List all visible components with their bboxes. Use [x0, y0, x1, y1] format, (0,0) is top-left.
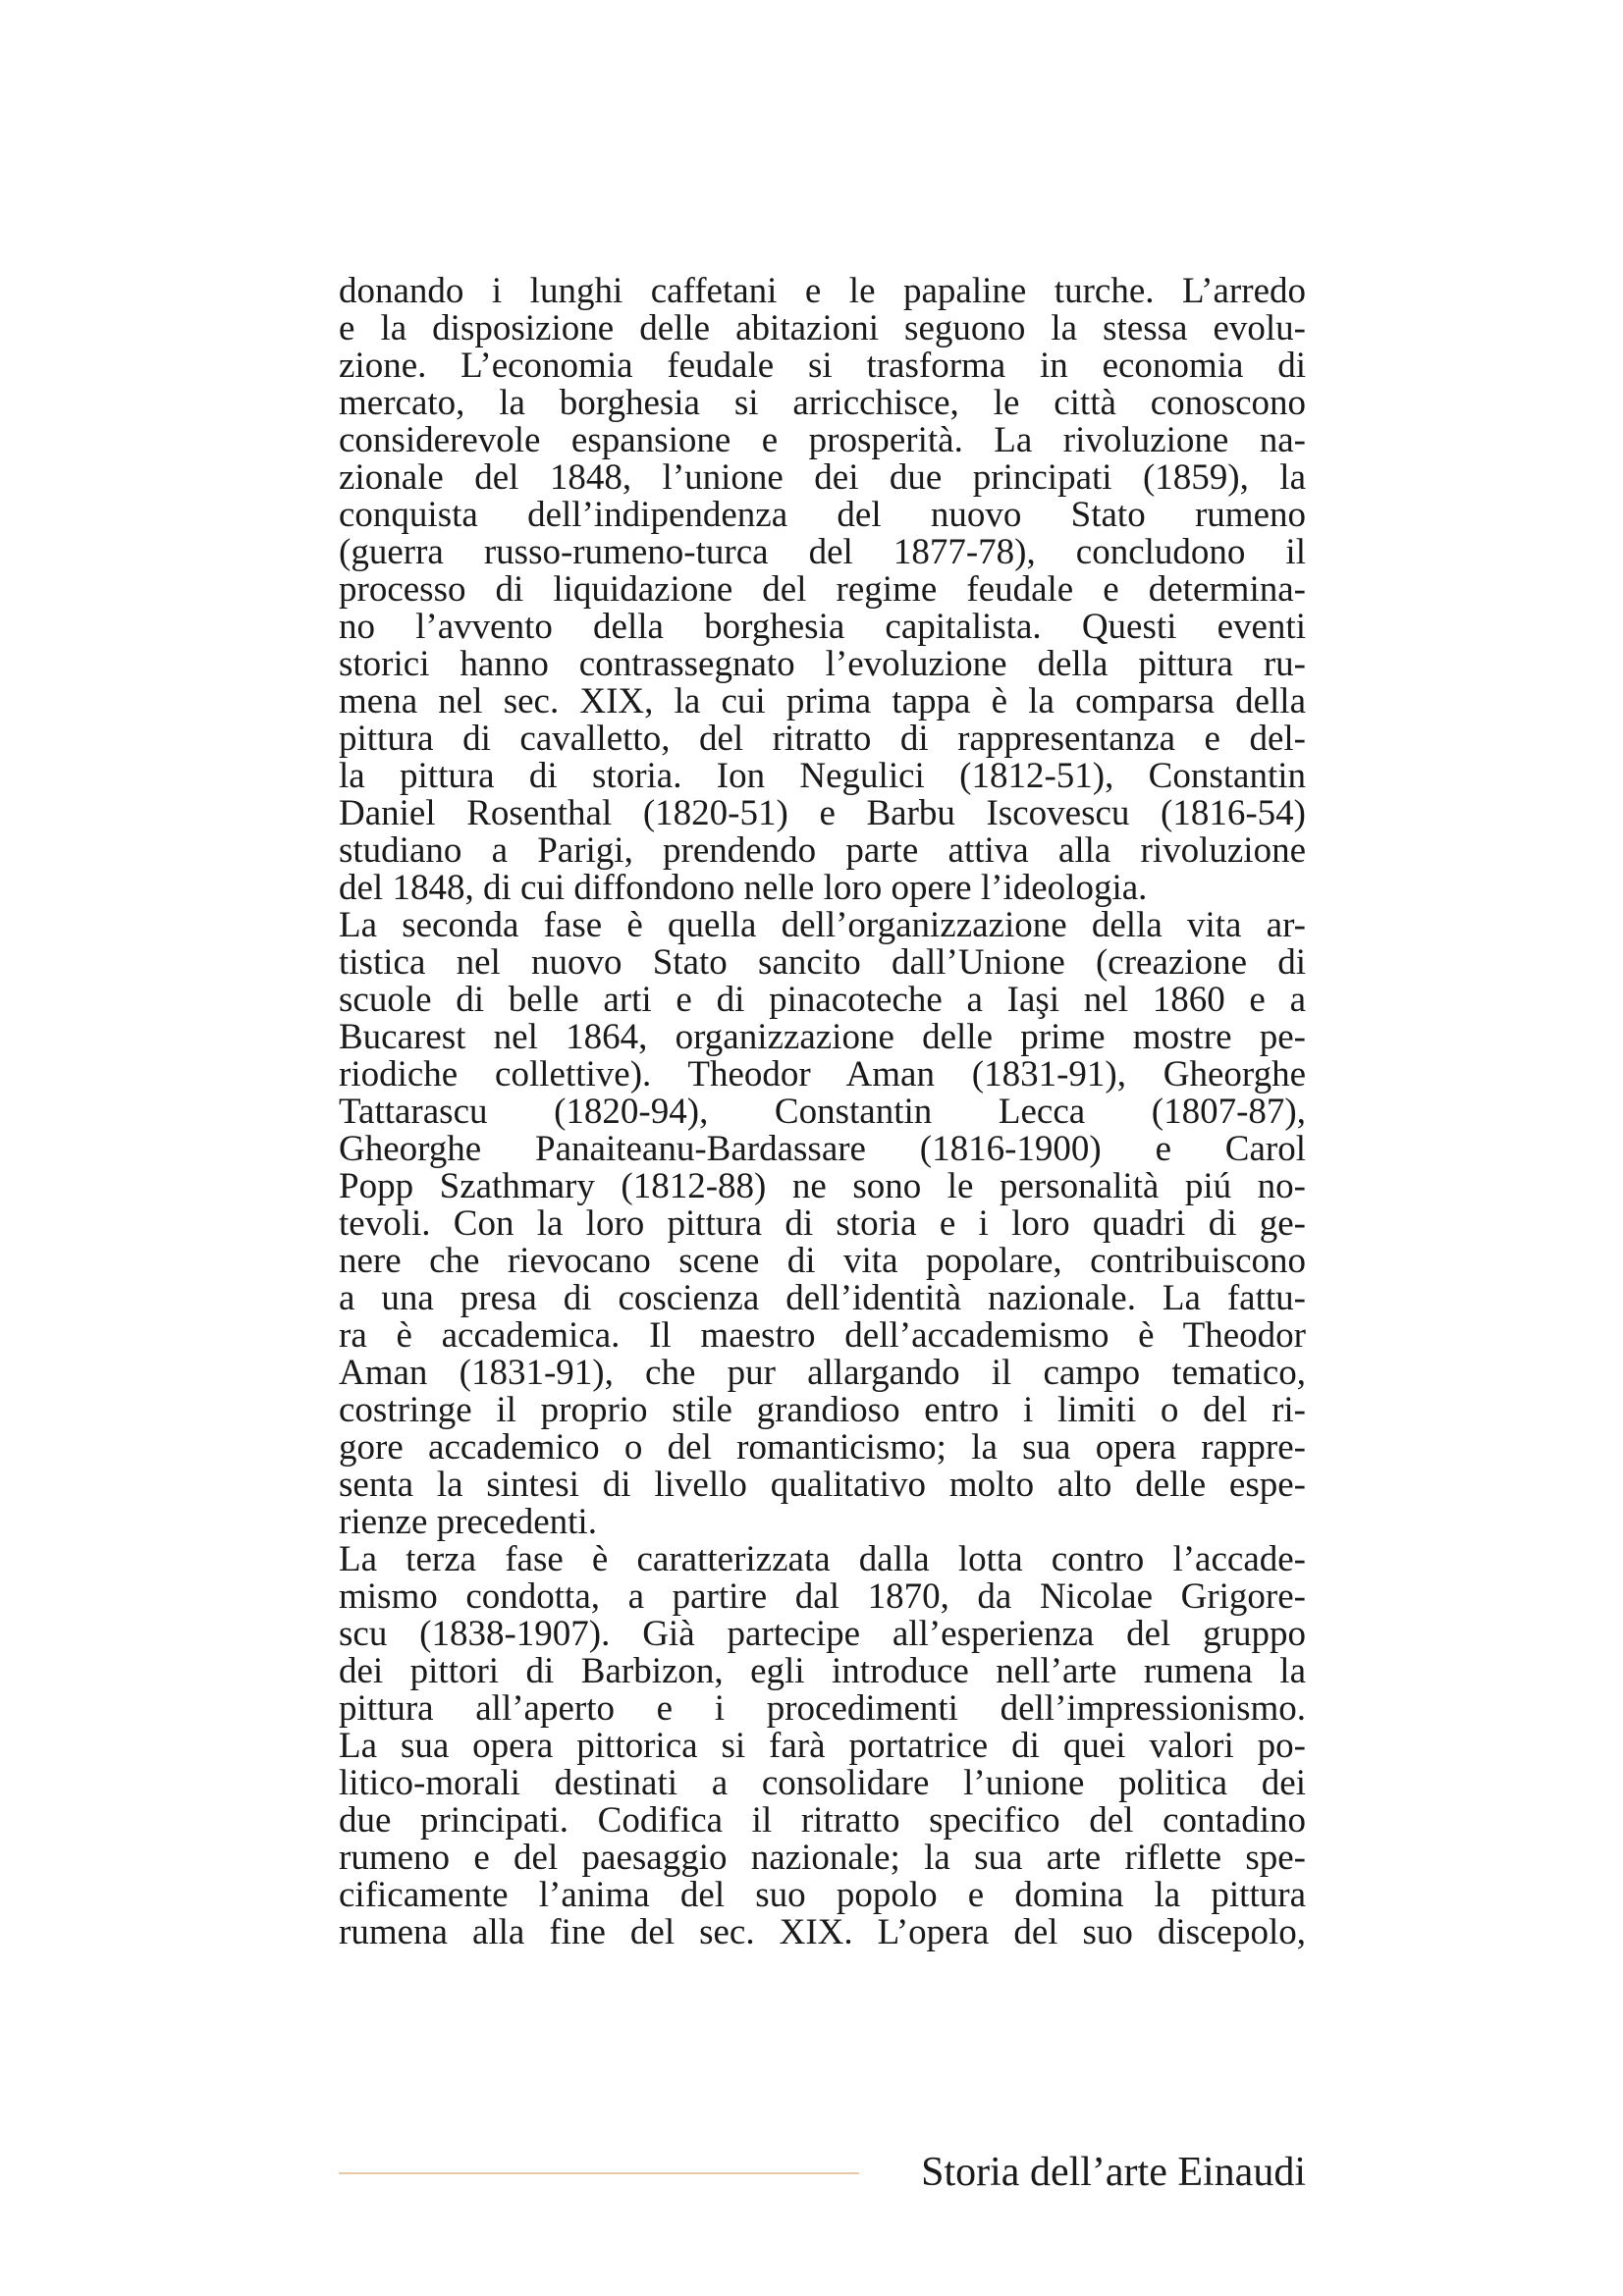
text-line: studiano a Parigi, prendendo parte attiva alla rivoluzione	[339, 832, 1306, 870]
text-line: costringe il proprio stile grandioso entro i limiti o del ri-	[339, 1392, 1306, 1429]
text-line: mena nel sec. XIX, la cui prima tappa è la comparsa della	[339, 683, 1306, 721]
page-footer	[339, 2148, 1306, 2197]
text-line: rumena alla fine del sec. XIX. L’opera del suo discepolo,	[339, 1914, 1306, 1951]
text-line: scu (1838-1907). Già partecipe all’esperienza del gruppo	[339, 1616, 1306, 1653]
text-line: ra è accademica. Il maestro dell’accademismo è Theodor	[339, 1317, 1306, 1355]
text-line: nere che rievocano scene di vita popolare, contribuiscono	[339, 1243, 1306, 1280]
text-line: a una presa di coscienza dell’identità nazionale. La fattu-	[339, 1280, 1306, 1317]
text-line: senta la sintesi di livello qualitativo molto alto delle espe-	[339, 1467, 1306, 1504]
body-text	[339, 273, 1306, 1951]
text-line: mismo condotta, a partire dal 1870, da Nicolae Grigore-	[339, 1578, 1306, 1616]
text-line: processo di liquidazione del regime feudale e determina-	[339, 571, 1306, 609]
text-line: cificamente l’anima del suo popolo e domina la pittura	[339, 1877, 1306, 1914]
text-line: gore accademico o del romanticismo; la sua opera rappre-	[339, 1429, 1306, 1467]
text-line: dei pittori di Barbizon, egli introduce nell’arte rumena la	[339, 1653, 1306, 1690]
text-line: La seconda fase è quella dell’organizzazione della vita ar-	[339, 907, 1306, 944]
text-line: e la disposizione delle abitazioni seguono la stessa evolu-	[339, 310, 1306, 347]
text-line: Gheorghe Panaiteanu-Bardassare (1816-1900) e Carol	[339, 1131, 1306, 1168]
text-line: tevoli. Con la loro pittura di storia e i loro quadri di ge-	[339, 1205, 1306, 1243]
text-line: tistica nel nuovo Stato sancito dall’Unione (creazione di	[339, 944, 1306, 982]
text-line: zione. L’economia feudale si trasforma in economia di	[339, 347, 1306, 385]
text-line: Popp Szathmary (1812-88) ne sono le personalità piú no-	[339, 1168, 1306, 1205]
text-line: Tattarascu (1820-94), Constantin Lecca (1807-87),	[339, 1094, 1306, 1131]
text-line: La sua opera pittorica si farà portatrice di quei valori po-	[339, 1728, 1306, 1765]
text-line: Daniel Rosenthal (1820-51) e Barbu Iscovescu (1816-54)	[339, 795, 1306, 832]
text-line: la pittura di storia. Ion Negulici (1812-51), Constantin	[339, 758, 1306, 795]
text-line: no l’avvento della borghesia capitalista. Questi eventi	[339, 609, 1306, 646]
text-line: scuole di belle arti e di pinacoteche a Iaşi nel 1860 e a	[339, 982, 1306, 1019]
text-line: La terza fase è caratterizzata dalla lotta contro l’accade-	[339, 1541, 1306, 1578]
text-line: del 1848, di cui diffondono nelle loro opere l’ideologia.	[339, 870, 1148, 907]
footer-divider	[339, 2172, 859, 2174]
footer-title: Storia dell’arte Einaudi	[921, 2150, 1306, 2195]
text-line: conquista dell’indipendenza del nuovo Stato rumeno	[339, 497, 1306, 534]
text-line: Bucarest nel 1864, organizzazione delle prime mostre pe-	[339, 1019, 1306, 1056]
text-line: considerevole espansione e prosperità. La rivoluzione na-	[339, 422, 1306, 459]
text-line: due principati. Codifica il ritratto specifico del contadino	[339, 1802, 1306, 1840]
text-line: donando i lunghi caffetani e le papaline turche. L’arredo	[339, 273, 1306, 310]
text-line: mercato, la borghesia si arricchisce, le città conoscono	[339, 385, 1306, 422]
text-line: storici hanno contrassegnato l’evoluzione della pittura ru-	[339, 646, 1306, 683]
text-line: pittura di cavalletto, del ritratto di rappresentanza e del-	[339, 721, 1306, 758]
text-line: zionale del 1848, l’unione dei due principati (1859), la	[339, 459, 1306, 497]
text-line: pittura all’aperto e i procedimenti dell’impressionismo.	[339, 1690, 1306, 1728]
text-line: Aman (1831-91), che pur allargando il campo tematico,	[339, 1355, 1306, 1392]
text-line: rienze precedenti.	[339, 1504, 597, 1541]
text-line: (guerra russo-rumeno-turca del 1877-78), concludono il	[339, 534, 1306, 571]
text-line: riodiche collettive). Theodor Aman (1831-91), Gheorghe	[339, 1056, 1306, 1094]
text-line: rumeno e del paesaggio nazionale; la sua arte riflette spe-	[339, 1840, 1306, 1877]
text-line: litico-morali destinati a consolidare l’unione politica dei	[339, 1765, 1306, 1802]
